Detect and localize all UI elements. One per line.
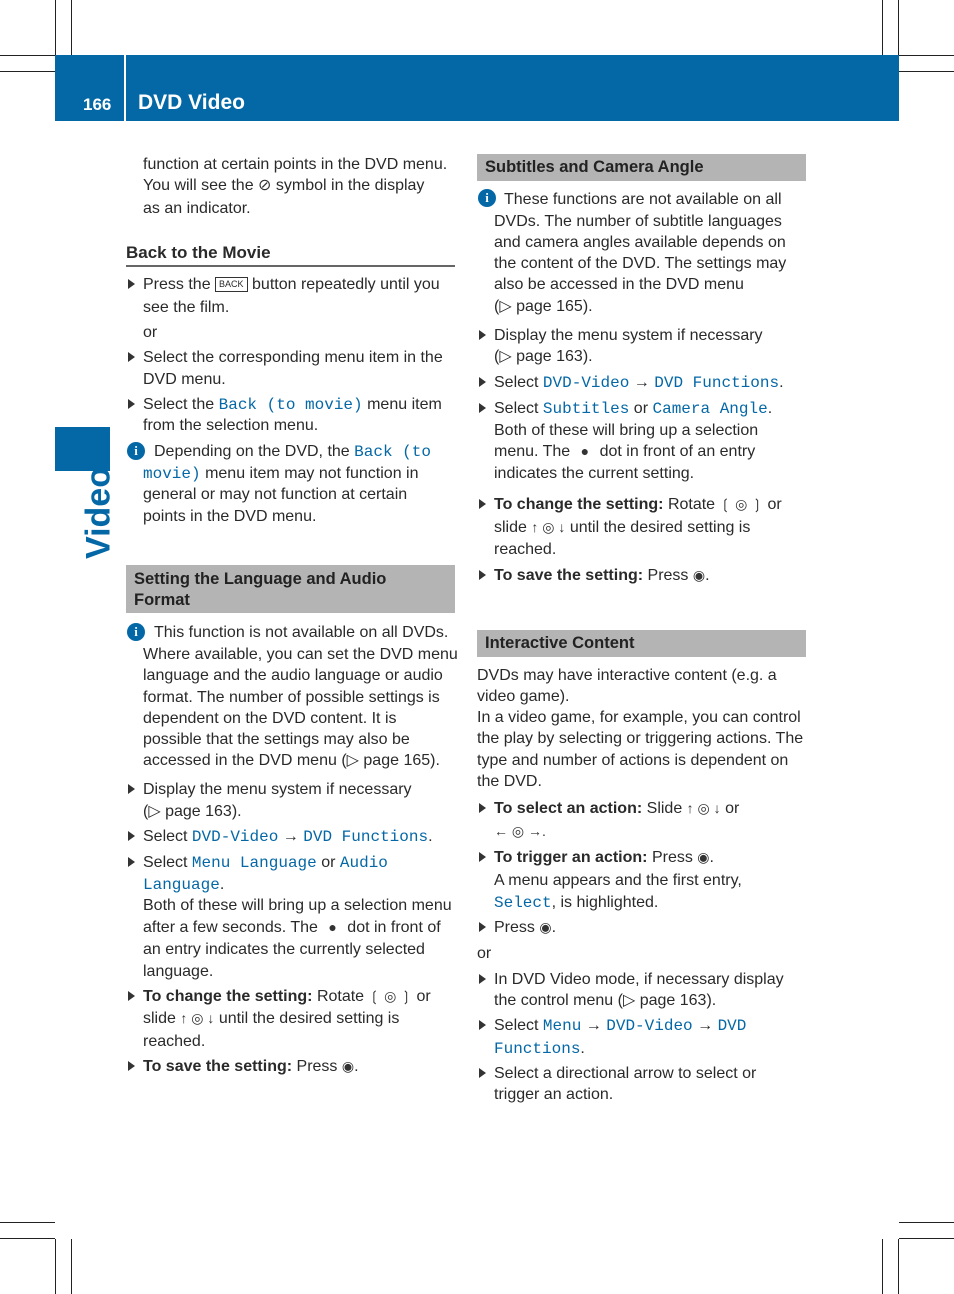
instruction: To change the setting: Rotate ❲ ◎ ❳ or [494, 494, 782, 516]
instruction: (▷ page 163). [143, 803, 242, 820]
body-text: video game). [477, 688, 570, 705]
crop-mark [898, 1239, 899, 1294]
bullet-arrow-icon [128, 399, 135, 409]
press-icon: ◉ [692, 567, 706, 583]
bullet-arrow-icon [479, 803, 486, 813]
section-heading: Setting the Language and Audio [134, 570, 387, 588]
instruction: slide ↑ ◎ ↓ until the desired setting is [494, 517, 750, 539]
info-text: also be accessed in the DVD menu [494, 276, 744, 293]
instruction: Select a directional arrow to select or [494, 1065, 757, 1082]
bullet-arrow-icon [128, 279, 135, 289]
instruction: language. [143, 963, 214, 980]
crop-mark [899, 71, 954, 72]
info-text: Where available, you can set the DVD menu [143, 646, 458, 663]
instruction: To select an action: Slide ↑ ◎ ↓ or [494, 798, 739, 820]
instruction: Press ◉. [494, 917, 556, 939]
bullet-arrow-icon [479, 570, 486, 580]
slide-icon: ↑ ◎ ↓ [180, 1010, 215, 1026]
dot-icon: ● [328, 919, 337, 935]
side-tab [55, 427, 110, 471]
instruction: menu. The ● dot in front of an entry [494, 441, 755, 463]
crop-mark [71, 0, 72, 55]
bullet-arrow-icon [479, 377, 486, 387]
bullet-arrow-icon [128, 1061, 135, 1071]
instruction: Functions. [494, 1040, 585, 1058]
instruction: DVD menu. [143, 371, 226, 388]
info-icon: i [478, 189, 496, 207]
info-text: format. The number of possible settings is [143, 689, 440, 706]
bullet-arrow-icon [128, 857, 135, 867]
instruction: In DVD Video mode, if necessary display [494, 971, 784, 988]
info-text: accessed in the DVD menu (▷ page 165). [143, 752, 440, 769]
instruction: trigger an action. [494, 1086, 614, 1103]
instruction: see the film. [143, 299, 230, 316]
instruction: Select Menu Language or Audio [143, 854, 388, 872]
info-text: the content of the DVD. The settings may [494, 255, 787, 272]
crop-mark [55, 0, 56, 55]
instruction: (▷ page 163). [494, 348, 593, 365]
instruction: Select, is highlighted. [494, 894, 659, 912]
instruction: slide ↑ ◎ ↓ until the desired setting is [143, 1008, 399, 1030]
section-heading: Back to the Movie [126, 243, 271, 262]
crop-mark [0, 71, 55, 72]
instruction: Select the Back (to movie) menu item [143, 396, 442, 414]
instruction: To save the setting: Press ◉. [143, 1056, 359, 1078]
info-text: and camera angles available depends on [494, 234, 786, 251]
bullet-arrow-icon [128, 831, 135, 841]
instruction: from the selection menu. [143, 417, 319, 434]
press-icon: ◉ [697, 849, 710, 865]
instruction: Press the BACK button repeatedly until you [143, 276, 440, 293]
or-text: or [477, 945, 492, 962]
no-entry-icon: ⊘ [258, 177, 272, 194]
header-divider [124, 55, 126, 121]
bullet-arrow-icon [128, 991, 135, 1001]
instruction: To trigger an action: Press ◉. [494, 847, 714, 869]
crop-mark [882, 1239, 883, 1294]
body-text: type and number of actions is dependent on [477, 752, 789, 769]
crop-mark [0, 1222, 55, 1223]
instruction: Select DVD-Video → DVD Functions. [143, 828, 433, 846]
instruction: Both of these will bring up a selection [494, 422, 759, 439]
bullet-arrow-icon [479, 852, 486, 862]
bullet-arrow-icon [479, 922, 486, 932]
info-text: general or may not function at certain [143, 486, 408, 503]
body-text: the play by selecting or triggering actions. The [477, 730, 804, 747]
bullet-arrow-icon [479, 1068, 486, 1078]
bullet-arrow-icon [128, 352, 135, 362]
instruction: after a few seconds. The ● dot in front of [143, 917, 441, 939]
body-text: the DVD. [477, 773, 542, 790]
page-header [55, 55, 899, 121]
crop-mark [882, 0, 883, 55]
crop-mark [898, 0, 899, 55]
menu-item-code: Back (to movie) [218, 396, 363, 414]
bullet-arrow-icon [479, 499, 486, 509]
instruction: To save the setting: Press ◉. [494, 565, 710, 587]
press-icon: ◉ [539, 919, 552, 935]
instruction: reached. [494, 541, 557, 558]
crop-mark [55, 1239, 56, 1294]
page-number: 166 [83, 95, 112, 114]
info-text: language and the audio language or audio [143, 667, 443, 684]
press-icon: ◉ [341, 1058, 355, 1074]
instruction: Select the corresponding menu item in the [143, 349, 443, 366]
info-text: (▷ page 165). [494, 298, 593, 315]
section-heading: Subtitles and Camera Angle [485, 158, 704, 176]
body-text: In a video game, for example, you can control [477, 709, 801, 726]
instruction: Select Subtitles or Camera Angle. [494, 400, 773, 418]
intro-line: function at certain points in the DVD menu. [143, 156, 448, 173]
info-text: movie) menu item may not function in [143, 465, 419, 483]
info-text: DVDs. The number of subtitle languages [494, 213, 782, 230]
section-heading: Format [134, 591, 190, 609]
instruction: To change the setting: Rotate ❲ ◎ ❳ or [143, 986, 431, 1008]
crop-mark [899, 55, 954, 56]
back-button-key: BACK [215, 277, 248, 292]
crop-mark [0, 55, 55, 56]
crop-mark [899, 1238, 954, 1239]
instruction: reached. [143, 1033, 206, 1050]
bullet-arrow-icon [479, 974, 486, 984]
info-text: dependent on the DVD content. It is [143, 710, 397, 727]
instruction: the control menu (▷ page 163). [494, 992, 717, 1009]
info-text: points in the DVD menu. [143, 508, 317, 525]
slide-icon: ↑ ◎ ↓ [531, 519, 566, 535]
slide-icon: ↑ ◎ ↓ [686, 800, 721, 816]
page-title: DVD Video [138, 91, 245, 114]
slide-horizontal-icon: ← ◎ →. [494, 823, 546, 839]
instruction: indicates the current setting. [494, 465, 695, 482]
instruction: A menu appears and the first entry, [494, 872, 742, 889]
or-text: or [143, 324, 158, 341]
info-text: These functions are not available on all [504, 191, 782, 208]
instruction: Display the menu system if necessary [494, 327, 763, 344]
bullet-arrow-icon [479, 403, 486, 413]
rotate-icon: ❲ ◎ ❳ [368, 988, 412, 1004]
instruction: Display the menu system if necessary [143, 781, 412, 798]
instruction: Both of these will bring up a selection menu [143, 897, 452, 914]
crop-mark [0, 1238, 55, 1239]
bullet-arrow-icon [479, 330, 486, 340]
info-text: This function is not available on all DVDs. [154, 624, 449, 641]
info-text: Depending on the DVD, the Back (to [154, 443, 431, 461]
info-icon: i [127, 623, 145, 641]
side-tab-label: Video [79, 467, 118, 559]
crop-mark [71, 1239, 72, 1294]
instruction: Select Menu → DVD-Video → DVD [494, 1017, 747, 1035]
body-text: DVDs may have interactive content (e.g. a [477, 667, 777, 684]
info-text: possible that the settings may also be [143, 731, 410, 748]
instruction [494, 821, 546, 843]
dot-icon: ● [580, 443, 590, 459]
heading-rule [126, 265, 455, 267]
instruction: Select DVD-Video → DVD Functions. [494, 374, 784, 392]
bullet-arrow-icon [479, 1020, 486, 1030]
info-icon: i [127, 442, 145, 460]
intro-line: You will see the ⊘ symbol in the display [143, 175, 424, 197]
instruction: an entry indicates the currently selected [143, 941, 425, 958]
instruction: Language. [143, 876, 225, 894]
intro-line: as an indicator. [143, 200, 251, 217]
rotate-icon: ❲ ◎ ❳ [719, 496, 763, 512]
section-heading: Interactive Content [485, 634, 635, 652]
bullet-arrow-icon [128, 784, 135, 794]
crop-mark [899, 1222, 954, 1223]
